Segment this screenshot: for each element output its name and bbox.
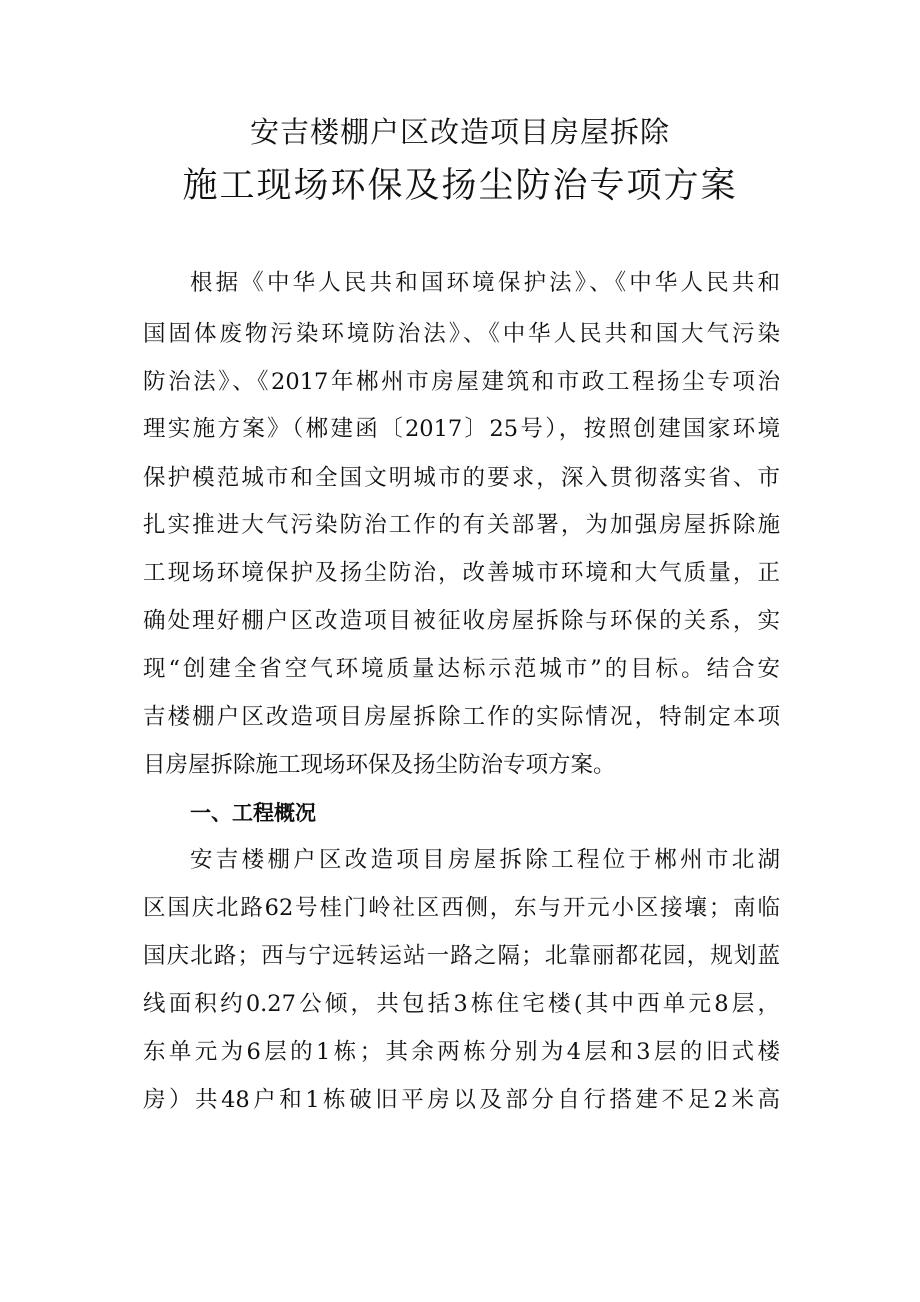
document-title-line1: 安吉楼棚户区改造项目房屋拆除 (249, 115, 670, 149)
paragraph-line: 确处理好棚户区改造项目被征收房屋拆除与环保的关系，实 (143, 608, 780, 634)
paragraph-line: 扎实推进大气污染防治工作的有关部署，为加强房屋拆除施 (143, 512, 780, 538)
paragraph-line: 防治法》、《2017年郴州市房屋建筑和市政工程扬尘专项治 (143, 369, 780, 395)
paragraph-line: 理实施方案》（郴建函〔2017〕25号），按照创建国家环境 (143, 416, 780, 442)
paragraph-line: 现“创建全省空气环境质量达标示范城市”的目标。结合安 (143, 656, 780, 682)
paragraph-line: 区国庆北路62号桂门岭社区西侧，东与开元小区接壤；南临 (143, 895, 780, 921)
paragraph-line: 东单元为6层的1栋；其余两栋分别为4层和3层的旧式楼 (143, 1039, 780, 1065)
paragraph-line: 安吉楼棚户区改造项目房屋拆除工程位于郴州市北湖 (190, 847, 780, 873)
paragraph-line: 国庆北路；西与宁远转运站一路之隔；北靠丽都花园，规划蓝 (143, 943, 780, 969)
paragraph-line: 保护模范城市和全国文明城市的要求，深入贯彻落实省、市 (143, 465, 780, 491)
paragraph-line: 房）共48户和1栋破旧平房以及部分自行搭建不足2米高 (143, 1087, 780, 1113)
paragraph-line: 吉楼棚户区改造项目房屋拆除工作的实际情况，特制定本项 (143, 704, 780, 730)
paragraph-line: 国固体废物污染环境防治法》、《中华人民共和国大气污染 (143, 321, 780, 347)
paragraph-line: 工现场环境保护及扬尘防治，改善城市环境和大气质量，正 (143, 560, 780, 586)
section-heading: 一、工程概况 (190, 801, 316, 825)
paragraph-line: 目房屋拆除施工现场环保及扬尘防治专项方案。 (143, 752, 616, 778)
paragraph-line: 根据《中华人民共和国环境保护法》、《中华人民共和 (190, 270, 780, 296)
document-title-line2: 施工现场环保及扬尘防治专项方案 (182, 166, 738, 206)
paragraph-line: 线面积约0.27公倾，共包括3栋住宅楼(其中西单元8层， (143, 991, 780, 1017)
